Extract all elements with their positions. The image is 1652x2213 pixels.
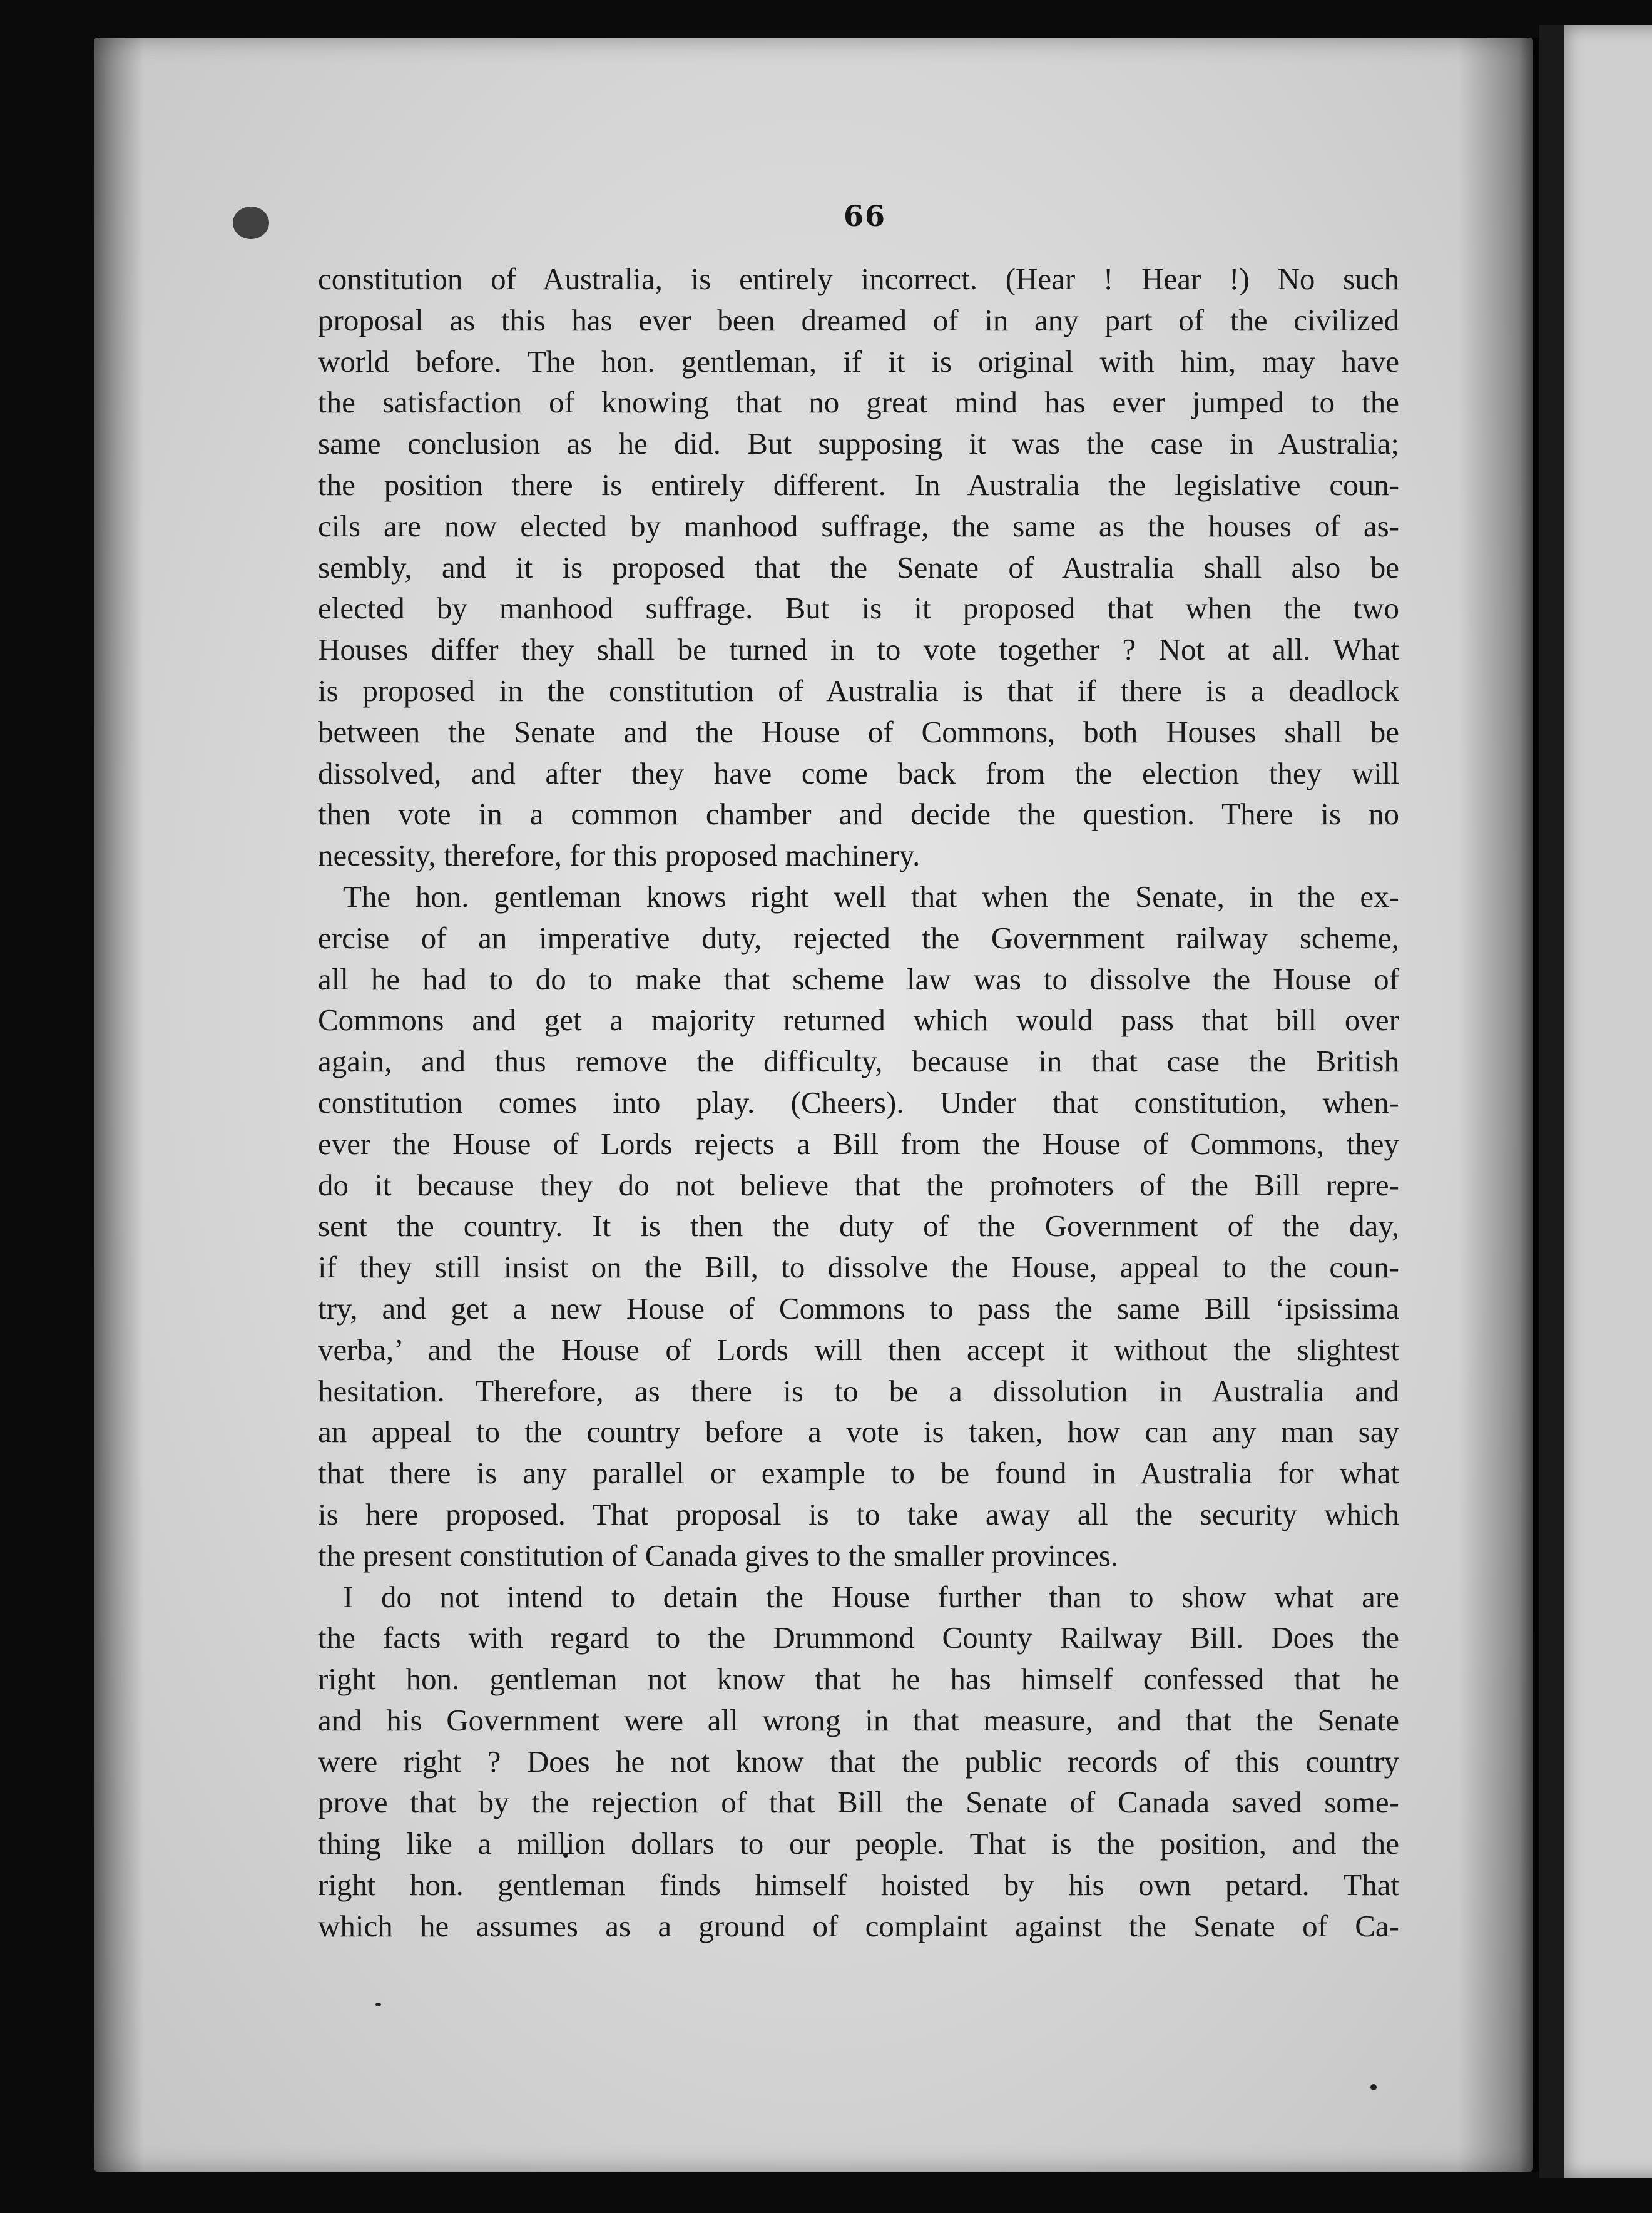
text-line: do it because they do not believe that the promoters of the Bill repre- bbox=[318, 1167, 1399, 1202]
gutter-shadow bbox=[1458, 38, 1546, 2172]
text-line: verba,’ and the House of Lords will then accept it without the slightest bbox=[318, 1332, 1399, 1367]
text-line: the position there is entirely different. In Australia the legislative coun- bbox=[318, 467, 1399, 502]
dust-speck bbox=[233, 207, 269, 239]
text-line: I do not intend to detain the House further than to show what are bbox=[343, 1579, 1399, 1614]
text-line: between the Senate and the House of Commons, both Houses shall be bbox=[318, 714, 1399, 749]
text-line: right hon. gentleman finds himself hoisted by his own petard. That bbox=[318, 1868, 1399, 1903]
text-line: and his Government were all wrong in that measure, and that the Senate bbox=[318, 1702, 1399, 1737]
paragraph-1 bbox=[318, 258, 1399, 876]
text-line: which he assumes as a ground of complaint against the Senate of Ca- bbox=[318, 1908, 1399, 1943]
text-line: if they still insist on the Bill, to dissolve the House, appeal to the coun- bbox=[318, 1250, 1399, 1285]
text-line: ever the House of Lords rejects a Bill from the House of Commons, they bbox=[318, 1126, 1399, 1161]
text-line: ercise of an imperative duty, rejected the Government railway scheme, bbox=[318, 920, 1399, 955]
text-line: elected by manhood suffrage. But is it proposed that when the two bbox=[318, 591, 1399, 626]
text-line: sent the country. It is then the duty of the Government of the day, bbox=[318, 1209, 1399, 1244]
binding-shadow-left bbox=[94, 38, 144, 2172]
text-line: world before. The hon. gentleman, if it is original with him, may have bbox=[318, 344, 1399, 379]
text-line: is here proposed. That proposal is to take away all the security which bbox=[318, 1496, 1399, 1531]
text-line: all he had to do to make that scheme law was to dissolve the House of bbox=[318, 961, 1399, 996]
text-line: the facts with regard to the Drummond County Railway Bill. Does the bbox=[318, 1620, 1399, 1655]
text-line: sembly, and it is proposed that the Senate of Australia shall also be bbox=[318, 549, 1399, 585]
text-line: try, and get a new House of Commons to pass the same Bill ‘ipsissima bbox=[318, 1290, 1399, 1326]
text-line: hesitation. Therefore, as there is to be a dissolution in Australia and bbox=[318, 1373, 1399, 1408]
text-line: then vote in a common chamber and decide the question. There is no bbox=[318, 797, 1399, 832]
text-line: constitution comes into play. (Cheers). Under that constitution, when- bbox=[318, 1085, 1399, 1120]
text-line: the present constitution of Canada gives to the smaller provinces. bbox=[318, 1538, 1119, 1573]
text-line: constitution of Australia, is entirely incorrect. (Hear ! Hear !) No such bbox=[318, 262, 1399, 296]
text-line: The hon. gentleman knows right well that when the Senate, in the ex- bbox=[343, 879, 1399, 914]
text-line: were right ? Does he not know that the public records of this country bbox=[318, 1744, 1399, 1779]
text-line: is proposed in the constitution of Australia is that if there is a deadlock bbox=[318, 673, 1399, 708]
text-line: necessity, therefore, for this proposed machinery. bbox=[318, 838, 920, 873]
paragraph-3 bbox=[318, 1577, 1399, 1947]
adjacent-page-edge bbox=[1539, 25, 1652, 2178]
text-line: same conclusion as he did. But supposing it was the case in Australia; bbox=[318, 426, 1399, 461]
text-line: an appeal to the country before a vote is taken, how can any man say bbox=[318, 1414, 1399, 1449]
dust-speck bbox=[1370, 2084, 1377, 2090]
text-line: right hon. gentleman not know that he has himself confessed that he bbox=[318, 1662, 1399, 1697]
text-line: cils are now elected by manhood suffrage, the same as the houses of as- bbox=[318, 508, 1399, 543]
page-number: 66 bbox=[844, 199, 887, 233]
text-line: dissolved, and after they have come back from the election they will bbox=[318, 755, 1399, 790]
text-line: that there is any parallel or example to be found in Australia for what bbox=[318, 1456, 1399, 1491]
text-line: Commons and get a majority returned which would pass that bill over bbox=[318, 1003, 1399, 1038]
text-line: prove that by the rejection of that Bill the Senate of Canada saved some- bbox=[318, 1785, 1399, 1820]
paragraph-2 bbox=[318, 876, 1399, 1577]
text-line: again, and thus remove the difficulty, because in that case the British bbox=[318, 1044, 1399, 1079]
text-line: proposal as this has ever been dreamed of in any part of the civilized bbox=[318, 302, 1399, 337]
text-line: Houses differ they shall be turned in to vote together ? Not at all. What bbox=[318, 632, 1399, 667]
dust-speck bbox=[375, 2003, 381, 2006]
body-text bbox=[318, 258, 1399, 1947]
text-line: thing like a million dollars to our people. That is the position, and the bbox=[318, 1826, 1399, 1861]
text-line: the satisfaction of knowing that no great mind has ever jumped to the bbox=[318, 385, 1399, 420]
